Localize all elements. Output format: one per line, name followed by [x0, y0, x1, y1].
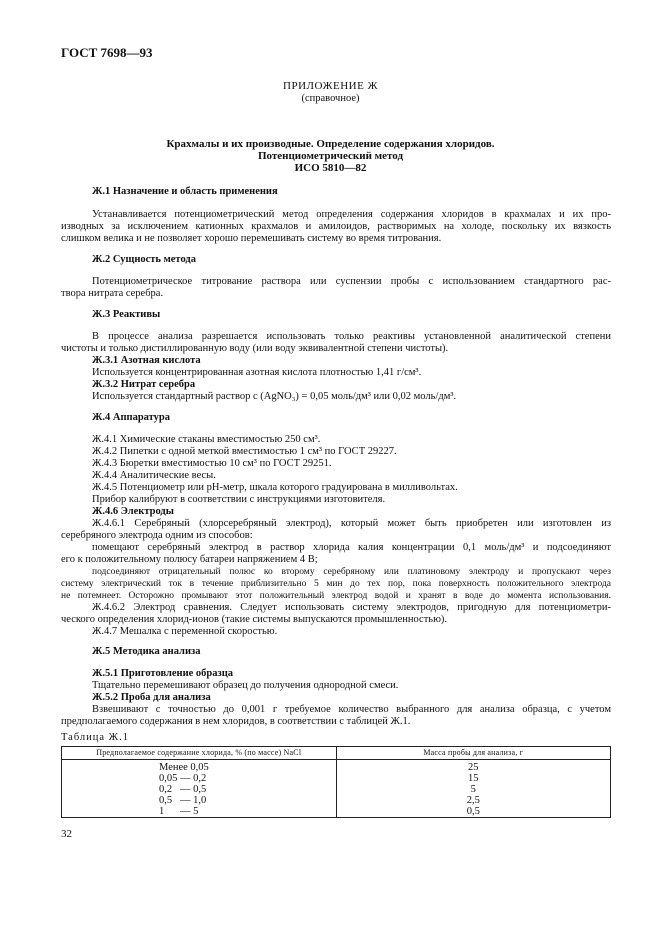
section-2-line: твора нитрата серебра. — [61, 288, 164, 299]
table-row — [62, 784, 611, 795]
table-row — [62, 806, 611, 818]
stirrer-item: Ж.4.7 Мешалка с переменной скоростью. — [92, 626, 278, 637]
section-1-heading: Ж.1 Назначение и область применения — [92, 186, 278, 197]
doc-title-line3: ИСО 5810—82 — [294, 162, 367, 174]
section-4-heading: Ж.4 Аппаратура — [92, 412, 170, 423]
page-number: 32 — [61, 828, 72, 840]
apparatus-item: Ж.4.2 Пипетки с одной меткой вместимостью 1 см³ по ГОСТ 29227. — [92, 446, 397, 457]
section-5-1-heading: Ж.5.1 Приготовление образца — [92, 668, 234, 679]
table-cell-range: 0,5 — 1,0 — [62, 795, 337, 806]
standard-number: ГОСТ 7698—93 — [61, 45, 153, 60]
table-cell-mass: 0,5 — [336, 806, 611, 818]
electrode-text: его к положительному полюсу батареи напряжением 4 В; — [61, 554, 318, 565]
section-5-1-text: Тщательно перемешивают образец до получения однородной смеси. — [92, 680, 399, 691]
section-5-2-heading: Ж.5.2 Проба для анализа — [92, 692, 211, 703]
table-row — [62, 773, 611, 784]
electrode-text: не потемнеет. Осторожно промывают этот положительный электрод водой и хранят в воде до момента использования. — [61, 591, 611, 601]
electrode-text: помещают серебряный электрод в раствор хлорида калия концентрации 0,1 моль/дм³ и подсоединяют — [92, 542, 611, 553]
electrode-text: Ж.4.6.2 Электрод сравнения. Следует использовать систему электродов, пригодную для потенциометри- — [92, 602, 611, 613]
table-cell-mass: 5 — [336, 784, 611, 795]
apparatus-item: Прибор калибруют в соответствии с инструкциями изготовителя. — [92, 494, 386, 505]
section-5-heading: Ж.5 Методика анализа — [92, 646, 201, 657]
section-3-heading: Ж.3 Реактивы — [92, 309, 161, 320]
section-4-6-heading: Ж.4.6 Электроды — [92, 506, 174, 517]
table-cell-range: 1 — 5 — [62, 806, 337, 818]
table-cell-range: 0,05 — 0,2 — [62, 773, 337, 784]
table-cell-mass: 25 — [336, 760, 611, 774]
electrode-text: систему электрический ток в течение приблизительно 5 мин до тех пор, пока поверхность положительного электрода — [61, 579, 611, 589]
section-1-line: слишком велика и не позволяет хорошо перемешивать систему во время титрования. — [61, 233, 442, 244]
section-3-1-text: Используется концентрированная азотная кислота плотностью 1,41 г/см³. — [92, 367, 422, 378]
section-1-line: Устанавливается потенциометрический метод определения содержания хлоридов в крахмалах и их про- — [92, 209, 611, 220]
table-header-mass: Масса пробы для анализа, г — [336, 747, 611, 760]
section-5-2-text: Взвешивают с точностью до 0,001 г требуемое количество выбранного для анализа образца, с учетом — [92, 704, 611, 715]
table-row — [62, 795, 611, 806]
table-cell-range: 0,2 — 0,5 — [62, 784, 337, 795]
apparatus-item: Ж.4.4 Аналитические весы. — [92, 470, 216, 481]
apparatus-item: Ж.4.5 Потенциометр или pH-метр, шкала которого градуирована в милливольтах. — [92, 482, 458, 493]
section-2-heading: Ж.2 Сущность метода — [92, 254, 196, 265]
appendix-subtitle: (справочное) — [301, 93, 360, 104]
table-cell-range: Менее 0,05 — [62, 760, 337, 774]
section-5-2-text: предполагаемого содержания в нем хлоридов, в соответствии с таблицей Ж.1. — [61, 716, 411, 727]
table-caption: Таблица Ж.1 — [61, 732, 129, 743]
section-2-line: Потенциометрическое титрование раствора или суспензии пробы с использованием стандартного рас- — [92, 276, 611, 287]
apparatus-item: Ж.4.1 Химические стаканы вместимостью 250 см³. — [92, 434, 321, 445]
section-3-line: В процессе анализа разрешается использовать только реактивы установленной аналитической степени — [92, 331, 611, 342]
electrode-text: подсоединяют отрицательный полюс ко второму серебряному или платиновому электроду и пропускают через — [92, 567, 611, 577]
doc-title-line2: Потенциометрический метод — [257, 150, 404, 162]
electrode-text: Ж.4.6.1 Серебряный (хлорсеребряный электрод), который может быть приобретен или изготовлен из — [92, 518, 611, 529]
section-1-line: изводных за исключением катионных крахмалов и амилоидов, растворимых на холоде, поскольку их вязкость — [61, 221, 611, 232]
section-3-1-heading: Ж.3.1 Азотная кислота — [92, 355, 201, 366]
table-header-chloride: Предполагаемое содержание хлорида, % (по массе) NaCl — [62, 747, 337, 760]
section-3-line: чистоты и только дистиллированную воду (или воду эквивалентной степени чистоты). — [61, 343, 449, 354]
apparatus-item: Ж.4.3 Бюретки вместимостью 10 см³ по ГОСТ 29251. — [92, 458, 332, 469]
table-header-row — [62, 747, 611, 760]
section-3-2-heading: Ж.3.2 Нитрат серебра — [92, 379, 196, 390]
table-row — [62, 760, 611, 774]
section-3-2-text: Используется стандартный раствор c (AgNO₃) = 0,05 моль/дм³ или 0,02 моль/дм³. — [92, 391, 457, 402]
sample-mass-table — [61, 746, 611, 818]
table-cell-mass: 15 — [336, 773, 611, 784]
electrode-text: ческого определения хлорид-ионов (такие системы выпускаются промышленностью). — [61, 614, 448, 625]
table-cell-mass: 2,5 — [336, 795, 611, 806]
electrode-text: серебряного электрода одним из способов: — [61, 530, 253, 541]
appendix-title: ПРИЛОЖЕНИЕ Ж — [283, 80, 378, 92]
doc-title-line1: Крахмалы и их производные. Определение содержания хлоридов. — [166, 138, 495, 150]
